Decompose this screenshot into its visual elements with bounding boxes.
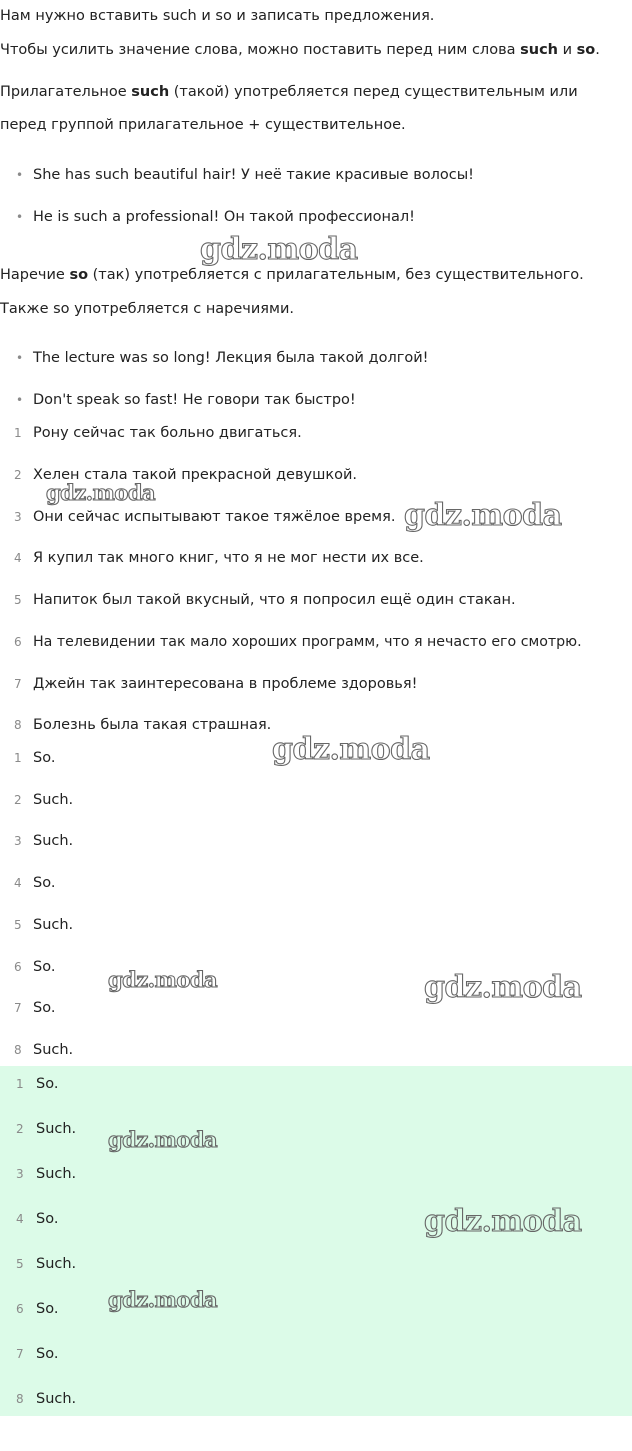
- item-number: 7: [16, 1347, 24, 1361]
- bullet-icon: •: [16, 210, 24, 224]
- so-rule-line-2: Также so употребляется с наречиями.: [0, 301, 294, 317]
- keyword-such: such: [520, 42, 558, 58]
- watermark: gdz.moda: [424, 970, 582, 1005]
- item-number: 4: [14, 551, 22, 565]
- translation-item: Джейн так заинтересована в проблеме здоровья!: [33, 676, 418, 692]
- watermark: gdz.moda: [272, 732, 430, 767]
- bullet-icon: •: [16, 393, 24, 407]
- such-example-2: He is such a professional! Он такой профессионал!: [33, 209, 415, 225]
- item-number: 3: [14, 834, 22, 848]
- intro-line-2: [0, 40, 600, 60]
- translation-item: Напиток был такой вкусный, что я попросил ещё один стакан.: [33, 592, 516, 608]
- highlighted-answer-item: Such.: [36, 1121, 77, 1137]
- translation-item: Они сейчас испытывают такое тяжёлое время.: [33, 509, 396, 525]
- highlighted-answer-item: Such.: [36, 1256, 77, 1272]
- intro-line-2-text: Чтобы усилить значение слова, можно поставить перед ним слова: [0, 42, 521, 58]
- watermark: gdz.moda: [108, 967, 218, 992]
- translation-item: На телевидении так мало хороших программ, что я нечасто его смотрю.: [33, 634, 582, 650]
- intro-line-2-end: .: [595, 42, 600, 58]
- item-number: 6: [14, 960, 22, 974]
- intro-line-2-mid: и: [558, 42, 577, 58]
- answer-item: Such.: [33, 917, 74, 933]
- item-number: 8: [16, 1392, 24, 1406]
- answer-item: So.: [33, 750, 56, 766]
- item-number: 2: [16, 1122, 24, 1136]
- answer-item: So.: [33, 875, 56, 891]
- translation-item: Я купил так много книг, что я не мог нести их все.: [33, 550, 424, 566]
- item-number: 7: [14, 1001, 22, 1015]
- such-rule-text-end: (такой) употребляется перед существительным или: [169, 84, 578, 100]
- highlighted-answer-item: So.: [36, 1301, 59, 1317]
- watermark: gdz.moda: [404, 498, 562, 533]
- bullet-icon: •: [16, 351, 24, 365]
- so-example-1: The lecture was so long! Лекция была такой долгой!: [33, 350, 429, 366]
- intro-line-1: Нам нужно вставить such и so и записать предложения.: [0, 8, 435, 24]
- keyword-so: so: [69, 267, 89, 283]
- so-rule-text-end: (так) употребляется с прилагательным, без существительного.: [88, 267, 584, 283]
- item-number: 4: [16, 1212, 24, 1226]
- item-number: 6: [16, 1302, 24, 1316]
- item-number: 5: [16, 1257, 24, 1271]
- watermark: gdz.moda: [424, 1204, 582, 1239]
- answer-item: Such.: [33, 792, 74, 808]
- highlighted-answer-item: So.: [36, 1346, 59, 1362]
- item-number: 6: [14, 635, 22, 649]
- highlighted-answer-item: Such.: [36, 1166, 77, 1182]
- item-number: 5: [14, 918, 22, 932]
- watermark: gdz.moda: [200, 232, 358, 267]
- item-number: 3: [16, 1167, 24, 1181]
- item-number: 8: [14, 718, 22, 732]
- item-number: 2: [14, 468, 22, 482]
- such-rule-line-2: перед группой прилагательное + существительное.: [0, 117, 406, 133]
- translation-item: Рону сейчас так больно двигаться.: [33, 425, 302, 441]
- item-number: 1: [16, 1077, 24, 1091]
- keyword-such: such: [131, 84, 170, 100]
- bullet-icon: •: [16, 168, 24, 182]
- item-number: 3: [14, 510, 22, 524]
- highlighted-answer-box: [0, 1066, 632, 1416]
- such-example-1: She has such beautiful hair! У неё такие красивые волосы!: [33, 167, 474, 183]
- so-rule-text: Наречие: [0, 267, 70, 283]
- item-number: 4: [14, 876, 22, 890]
- watermark: gdz.moda: [108, 1287, 218, 1312]
- item-number: 7: [14, 677, 22, 691]
- so-example-2: Don't speak so fast! Не говори так быстро!: [33, 392, 356, 408]
- watermark: gdz.moda: [46, 480, 156, 505]
- answer-item: So.: [33, 959, 56, 975]
- watermark: gdz.moda: [108, 1127, 218, 1152]
- highlighted-answer-item: So.: [36, 1211, 59, 1227]
- item-number: 5: [14, 593, 22, 607]
- answer-item: So.: [33, 1000, 56, 1016]
- item-number: 1: [14, 426, 22, 440]
- so-rule-line-1: [0, 265, 584, 285]
- translation-item: Болезнь была такая страшная.: [33, 717, 272, 733]
- item-number: 1: [14, 751, 22, 765]
- highlighted-answer-item: Such.: [36, 1391, 77, 1407]
- such-rule-line-1: [0, 82, 578, 102]
- answer-item: Such.: [33, 833, 74, 849]
- answer-item: Such.: [33, 1042, 74, 1058]
- translation-item: Хелен стала такой прекрасной девушкой.: [33, 467, 358, 483]
- item-number: 2: [14, 793, 22, 807]
- keyword-so: so: [576, 42, 596, 58]
- such-rule-text: Прилагательное: [0, 84, 132, 100]
- item-number: 8: [14, 1043, 22, 1057]
- highlighted-answer-item: So.: [36, 1076, 59, 1092]
